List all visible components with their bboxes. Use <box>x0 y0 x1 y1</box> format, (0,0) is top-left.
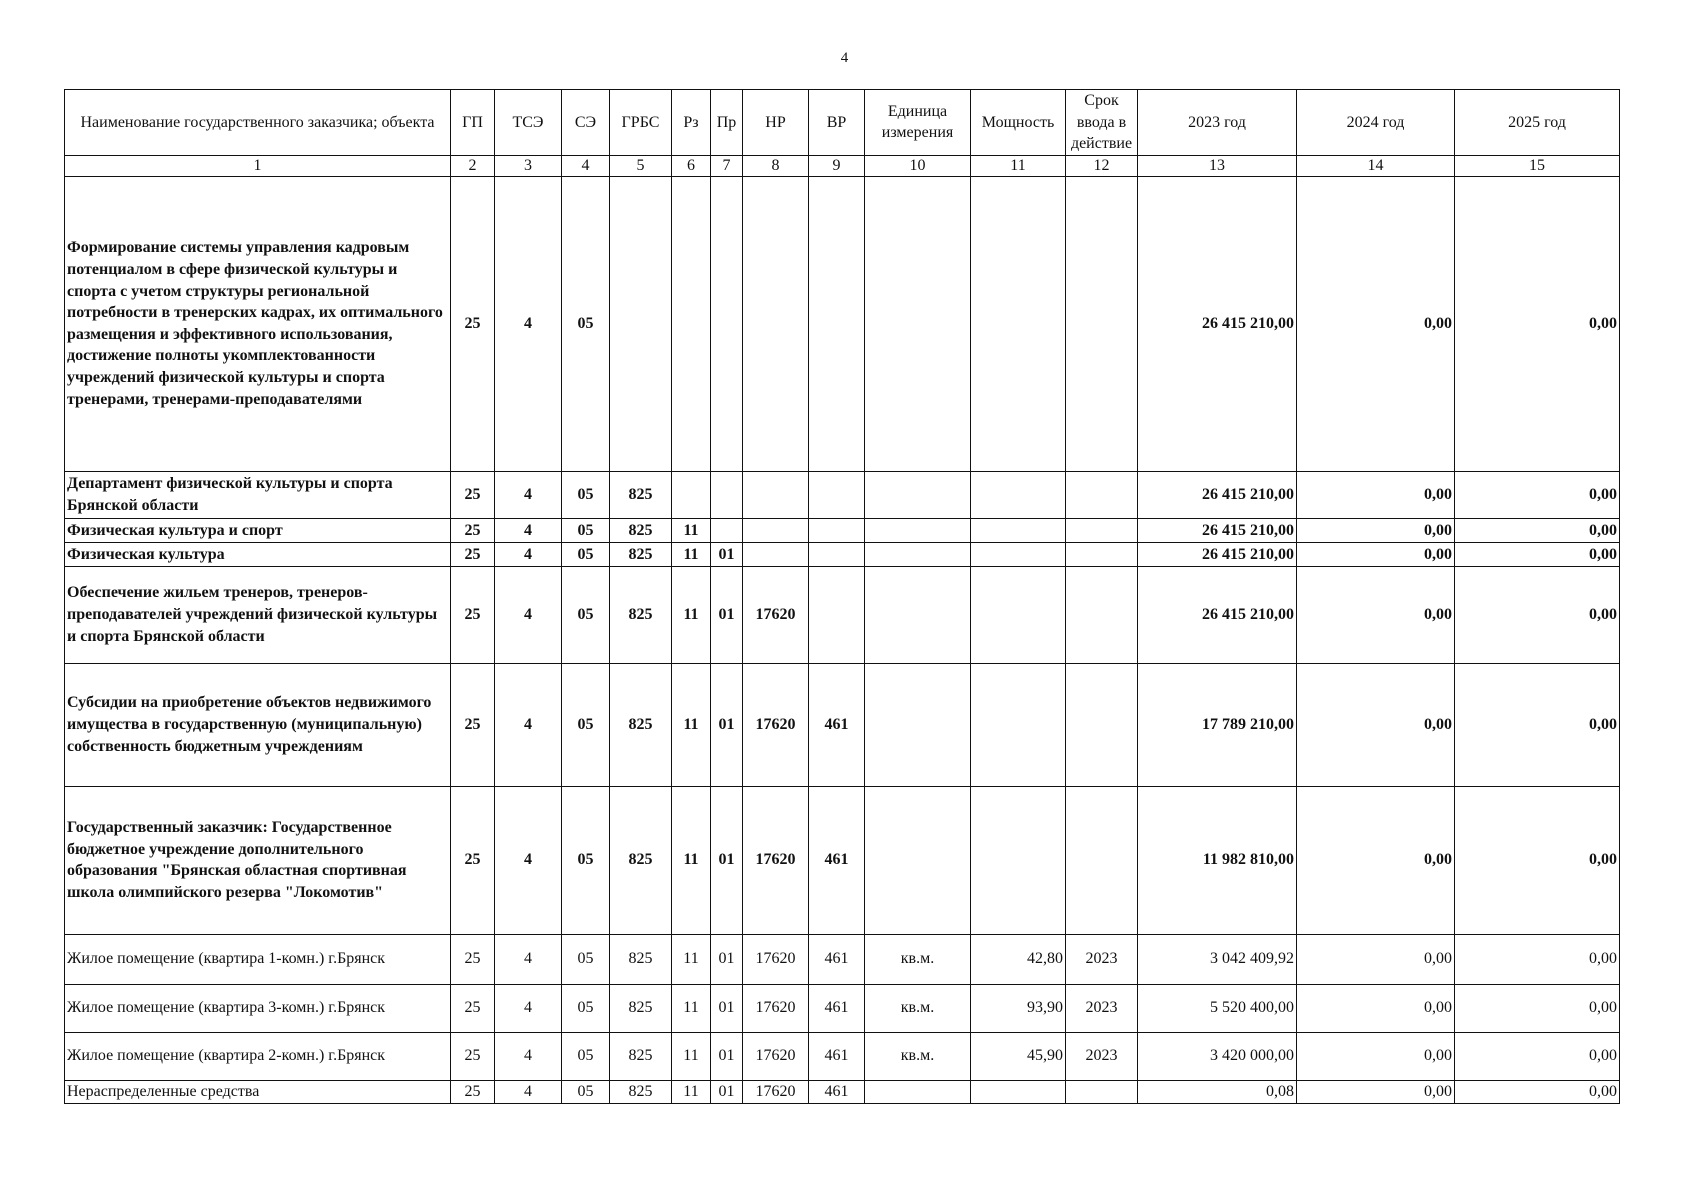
cell-vr: 461 <box>809 934 865 984</box>
cell-gp: 25 <box>451 1032 495 1080</box>
table-row <box>65 471 1620 518</box>
header-unit: Единица измерения <box>865 90 971 156</box>
column-number: 4 <box>562 155 610 176</box>
column-number: 6 <box>672 155 711 176</box>
row-name: Департамент физической культуры и спорта Брянской области <box>65 471 451 518</box>
column-number: 9 <box>809 155 865 176</box>
cell-capacity: 93,90 <box>971 984 1066 1032</box>
cell-2024: 0,00 <box>1297 1032 1455 1080</box>
cell-2023: 26 415 210,00 <box>1138 542 1297 566</box>
cell-gp: 25 <box>451 518 495 542</box>
cell-2025: 0,00 <box>1455 518 1620 542</box>
cell-gp: 25 <box>451 542 495 566</box>
cell-se: 05 <box>562 542 610 566</box>
cell-tse: 4 <box>495 518 562 542</box>
cell-2025: 0,00 <box>1455 934 1620 984</box>
cell-nr: 17620 <box>743 1080 809 1103</box>
cell-se: 05 <box>562 984 610 1032</box>
cell-gp: 25 <box>451 984 495 1032</box>
cell-tse: 4 <box>495 663 562 786</box>
cell-term <box>1066 176 1138 471</box>
cell-capacity <box>971 471 1066 518</box>
row-name: Жилое помещение (квартира 1-комн.) г.Брянск <box>65 934 451 984</box>
cell-2024: 0,00 <box>1297 934 1455 984</box>
cell-term <box>1066 471 1138 518</box>
cell-2023: 11 982 810,00 <box>1138 786 1297 934</box>
cell-capacity: 42,80 <box>971 934 1066 984</box>
cell-pr <box>711 176 743 471</box>
cell-2023: 26 415 210,00 <box>1138 566 1297 663</box>
cell-2023: 0,08 <box>1138 1080 1297 1103</box>
column-number: 10 <box>865 155 971 176</box>
header-capacity: Мощность <box>971 90 1066 156</box>
cell-2024: 0,00 <box>1297 984 1455 1032</box>
cell-grbs: 825 <box>610 566 672 663</box>
cell-rz: 11 <box>672 786 711 934</box>
cell-pr: 01 <box>711 934 743 984</box>
column-number: 15 <box>1455 155 1620 176</box>
table-row <box>65 566 1620 663</box>
column-number: 5 <box>610 155 672 176</box>
header-tse: ТСЭ <box>495 90 562 156</box>
cell-vr <box>809 176 865 471</box>
cell-2025: 0,00 <box>1455 566 1620 663</box>
row-name: Формирование системы управления кадровым потенциалом в сфере физической культуры и спорта с учетом структуры региональной потребности в тренерских кадрах, их оптимального размещения и эффективного использования, достижение полноты укомплектованности учреждений физической культуры и спорта тренерами, тренерами-преподавателями <box>65 176 451 471</box>
cell-tse: 4 <box>495 934 562 984</box>
column-number: 2 <box>451 155 495 176</box>
cell-nr: 17620 <box>743 934 809 984</box>
cell-2025: 0,00 <box>1455 663 1620 786</box>
cell-unit <box>865 786 971 934</box>
table-row <box>65 1032 1620 1080</box>
cell-vr: 461 <box>809 1032 865 1080</box>
cell-2023: 17 789 210,00 <box>1138 663 1297 786</box>
header-nr: НР <box>743 90 809 156</box>
header-rz: Рз <box>672 90 711 156</box>
cell-gp: 25 <box>451 566 495 663</box>
cell-vr: 461 <box>809 786 865 934</box>
cell-pr <box>711 471 743 518</box>
cell-capacity <box>971 176 1066 471</box>
cell-vr: 461 <box>809 984 865 1032</box>
column-number: 3 <box>495 155 562 176</box>
column-number: 7 <box>711 155 743 176</box>
cell-gp: 25 <box>451 934 495 984</box>
cell-tse: 4 <box>495 566 562 663</box>
cell-unit <box>865 1080 971 1103</box>
row-name: Обеспечение жильем тренеров, тренеров-преподавателей учреждений физической культуры и спорта Брянской области <box>65 566 451 663</box>
cell-capacity <box>971 518 1066 542</box>
cell-2023: 5 520 400,00 <box>1138 984 1297 1032</box>
cell-tse: 4 <box>495 471 562 518</box>
cell-unit <box>865 518 971 542</box>
cell-unit: кв.м. <box>865 1032 971 1080</box>
row-name: Жилое помещение (квартира 3-комн.) г.Брянск <box>65 984 451 1032</box>
cell-rz: 11 <box>672 1080 711 1103</box>
cell-grbs: 825 <box>610 542 672 566</box>
cell-capacity <box>971 663 1066 786</box>
cell-2025: 0,00 <box>1455 1080 1620 1103</box>
cell-2023: 3 420 000,00 <box>1138 1032 1297 1080</box>
cell-pr: 01 <box>711 542 743 566</box>
cell-2025: 0,00 <box>1455 176 1620 471</box>
cell-capacity: 45,90 <box>971 1032 1066 1080</box>
cell-capacity <box>971 786 1066 934</box>
cell-nr: 17620 <box>743 1032 809 1080</box>
cell-2024: 0,00 <box>1297 176 1455 471</box>
cell-2023: 26 415 210,00 <box>1138 176 1297 471</box>
cell-grbs: 825 <box>610 471 672 518</box>
header-term: Срок ввода в действие <box>1066 90 1138 156</box>
cell-grbs: 825 <box>610 786 672 934</box>
cell-nr: 17620 <box>743 984 809 1032</box>
column-number: 12 <box>1066 155 1138 176</box>
cell-pr: 01 <box>711 566 743 663</box>
cell-gp: 25 <box>451 1080 495 1103</box>
cell-term <box>1066 566 1138 663</box>
cell-vr: 461 <box>809 663 865 786</box>
cell-nr <box>743 542 809 566</box>
cell-2024: 0,00 <box>1297 542 1455 566</box>
cell-term <box>1066 1080 1138 1103</box>
cell-tse: 4 <box>495 176 562 471</box>
cell-gp: 25 <box>451 176 495 471</box>
cell-gp: 25 <box>451 471 495 518</box>
header-2023: 2023 год <box>1138 90 1297 156</box>
cell-term: 2023 <box>1066 984 1138 1032</box>
cell-capacity <box>971 1080 1066 1103</box>
cell-se: 05 <box>562 1080 610 1103</box>
header-2024: 2024 год <box>1297 90 1455 156</box>
cell-grbs: 825 <box>610 934 672 984</box>
cell-term <box>1066 518 1138 542</box>
cell-se: 05 <box>562 663 610 786</box>
table-row <box>65 984 1620 1032</box>
cell-vr <box>809 566 865 663</box>
cell-unit <box>865 566 971 663</box>
row-name: Жилое помещение (квартира 2-комн.) г.Брянск <box>65 1032 451 1080</box>
cell-2025: 0,00 <box>1455 542 1620 566</box>
cell-2023: 26 415 210,00 <box>1138 471 1297 518</box>
header-pr: Пр <box>711 90 743 156</box>
row-name: Нераспределенные средства <box>65 1080 451 1103</box>
cell-grbs: 825 <box>610 1032 672 1080</box>
cell-se: 05 <box>562 176 610 471</box>
row-name: Государственный заказчик: Государственное бюджетное учреждение дополнительного образования "Брянская областная спортивная школа олимпийского резерва "Локомотив" <box>65 786 451 934</box>
cell-vr <box>809 471 865 518</box>
column-number: 11 <box>971 155 1066 176</box>
header-gp: ГП <box>451 90 495 156</box>
cell-term <box>1066 663 1138 786</box>
cell-se: 05 <box>562 566 610 663</box>
table-row <box>65 786 1620 934</box>
cell-grbs: 825 <box>610 984 672 1032</box>
cell-term: 2023 <box>1066 1032 1138 1080</box>
cell-nr: 17620 <box>743 566 809 663</box>
cell-se: 05 <box>562 518 610 542</box>
header-name: Наименование государственного заказчика; объекта <box>65 90 451 156</box>
cell-vr: 461 <box>809 1080 865 1103</box>
cell-rz: 11 <box>672 566 711 663</box>
column-number: 8 <box>743 155 809 176</box>
column-number: 13 <box>1138 155 1297 176</box>
cell-capacity <box>971 542 1066 566</box>
cell-rz: 11 <box>672 984 711 1032</box>
cell-gp: 25 <box>451 663 495 786</box>
cell-rz: 11 <box>672 934 711 984</box>
cell-se: 05 <box>562 786 610 934</box>
row-name: Субсидии на приобретение объектов недвижимого имущества в государственную (муниципальную) собственность бюджетным учреждениям <box>65 663 451 786</box>
cell-rz: 11 <box>672 663 711 786</box>
cell-se: 05 <box>562 934 610 984</box>
cell-tse: 4 <box>495 542 562 566</box>
cell-unit: кв.м. <box>865 984 971 1032</box>
cell-grbs: 825 <box>610 518 672 542</box>
cell-2025: 0,00 <box>1455 786 1620 934</box>
cell-2024: 0,00 <box>1297 471 1455 518</box>
cell-grbs: 825 <box>610 1080 672 1103</box>
cell-2024: 0,00 <box>1297 786 1455 934</box>
cell-2025: 0,00 <box>1455 471 1620 518</box>
cell-rz: 11 <box>672 518 711 542</box>
column-number-row <box>65 155 1620 176</box>
header-grbs: ГРБС <box>610 90 672 156</box>
cell-2024: 0,00 <box>1297 1080 1455 1103</box>
row-name: Физическая культура и спорт <box>65 518 451 542</box>
cell-nr: 17620 <box>743 786 809 934</box>
table-row <box>65 934 1620 984</box>
cell-pr: 01 <box>711 786 743 934</box>
cell-term <box>1066 542 1138 566</box>
cell-pr: 01 <box>711 1080 743 1103</box>
cell-2024: 0,00 <box>1297 518 1455 542</box>
budget-table <box>64 89 1620 1104</box>
cell-pr: 01 <box>711 984 743 1032</box>
cell-term: 2023 <box>1066 934 1138 984</box>
cell-tse: 4 <box>495 984 562 1032</box>
cell-pr: 01 <box>711 663 743 786</box>
cell-2024: 0,00 <box>1297 663 1455 786</box>
cell-vr <box>809 542 865 566</box>
cell-unit <box>865 542 971 566</box>
cell-2025: 0,00 <box>1455 984 1620 1032</box>
page-number: 4 <box>840 50 849 66</box>
table-row <box>65 663 1620 786</box>
cell-grbs <box>610 176 672 471</box>
cell-se: 05 <box>562 471 610 518</box>
cell-2023: 3 042 409,92 <box>1138 934 1297 984</box>
header-2025: 2025 год <box>1455 90 1620 156</box>
cell-pr: 01 <box>711 1032 743 1080</box>
table-row <box>65 542 1620 566</box>
cell-unit <box>865 471 971 518</box>
header-vr: ВР <box>809 90 865 156</box>
cell-vr <box>809 518 865 542</box>
cell-tse: 4 <box>495 1080 562 1103</box>
cell-capacity <box>971 566 1066 663</box>
cell-tse: 4 <box>495 786 562 934</box>
cell-nr: 17620 <box>743 663 809 786</box>
cell-tse: 4 <box>495 1032 562 1080</box>
cell-rz: 11 <box>672 1032 711 1080</box>
cell-rz <box>672 471 711 518</box>
column-number: 1 <box>65 155 451 176</box>
cell-2024: 0,00 <box>1297 566 1455 663</box>
cell-unit <box>865 663 971 786</box>
table-row <box>65 518 1620 542</box>
cell-nr <box>743 176 809 471</box>
cell-grbs: 825 <box>610 663 672 786</box>
cell-unit <box>865 176 971 471</box>
table-row <box>65 1080 1620 1103</box>
column-number: 14 <box>1297 155 1455 176</box>
cell-2023: 26 415 210,00 <box>1138 518 1297 542</box>
cell-se: 05 <box>562 1032 610 1080</box>
cell-2025: 0,00 <box>1455 1032 1620 1080</box>
cell-gp: 25 <box>451 786 495 934</box>
cell-term <box>1066 786 1138 934</box>
cell-pr <box>711 518 743 542</box>
cell-rz <box>672 176 711 471</box>
row-name: Физическая культура <box>65 542 451 566</box>
header-se: СЭ <box>562 90 610 156</box>
cell-nr <box>743 471 809 518</box>
cell-nr <box>743 518 809 542</box>
header-row <box>65 90 1620 156</box>
cell-unit: кв.м. <box>865 934 971 984</box>
cell-rz: 11 <box>672 542 711 566</box>
table-row <box>65 176 1620 471</box>
